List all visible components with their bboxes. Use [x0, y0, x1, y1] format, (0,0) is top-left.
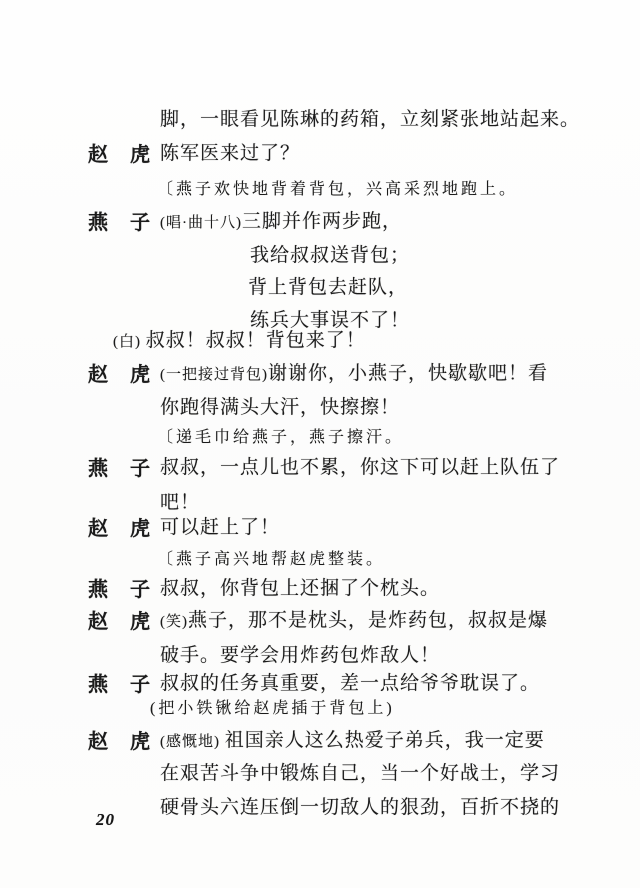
- line-text: [160, 512, 280, 539]
- speaker-name: 燕 子: [88, 458, 151, 480]
- dialogue-text: 脚，一眼看见陈琳的药箱，立刻紧张地站起来。: [160, 109, 581, 130]
- script-line: [0, 695, 640, 721]
- script-line: [0, 272, 640, 298]
- parenthetical-text: (笑): [160, 614, 188, 630]
- line-text: [160, 758, 560, 785]
- stage-direction-text: 〔燕子高兴地帮赵虎整装。: [157, 551, 386, 568]
- dialogue-text: 燕子，那不是枕头，是炸药包，叔叔是爆: [188, 610, 549, 631]
- script-line: [0, 668, 640, 694]
- script-line: [0, 546, 640, 572]
- speaker-name: 赵 虎: [88, 731, 151, 753]
- line-text: [248, 272, 408, 299]
- dialogue-text: 叔叔，一点儿也不累，你这下可以赶上队伍了: [160, 457, 561, 478]
- line-text: [160, 358, 548, 385]
- dialogue-text: 可以赶上了！: [160, 517, 281, 538]
- script-line: [0, 573, 640, 599]
- stage-direction-text: 〔递毛巾给燕子，燕子擦汗。: [157, 429, 405, 446]
- script-line: [0, 512, 640, 538]
- dialogue-text: 祖国亲人这么热爱子弟兵，我一定要: [224, 730, 545, 751]
- dialogue-text: 练兵大事误不了！: [250, 310, 411, 331]
- dialogue-text: 叔叔，你背包上还捆了个枕头。: [160, 578, 441, 599]
- line-text: [160, 487, 200, 514]
- line-text: [160, 392, 400, 419]
- script-line: [0, 325, 640, 351]
- script-line: [0, 452, 640, 478]
- line-text: [157, 176, 518, 199]
- stage-direction-text: 〔燕子欢快地背着背包，兴高采烈地跑上。: [157, 181, 519, 198]
- speaker-name: 燕 子: [88, 674, 151, 696]
- script-line: [0, 392, 640, 418]
- dialogue-text: 我给叔叔送背包；: [250, 245, 411, 266]
- script-line: [0, 176, 640, 202]
- speaker-name: 燕 子: [88, 212, 151, 234]
- line-text: [160, 104, 580, 131]
- line-text: [160, 138, 300, 165]
- line-text: [157, 424, 404, 447]
- script-line: [0, 240, 640, 266]
- line-text: [250, 240, 410, 267]
- line-text: [160, 640, 440, 667]
- script-line: [0, 104, 640, 130]
- dialogue-text: 破手。要学会用炸药包炸敌人！: [160, 645, 441, 666]
- dialogue-text: 陈军医来过了？: [160, 143, 301, 164]
- speaker-name: 赵 虎: [88, 611, 151, 633]
- script-line: [0, 206, 640, 232]
- line-text: [160, 206, 402, 233]
- script-line: [0, 640, 640, 666]
- line-text: [160, 573, 440, 600]
- dialogue-text: 叔叔！叔叔！背包来了！: [145, 330, 366, 351]
- line-text: [160, 792, 560, 819]
- speaker-name: 赵 虎: [88, 144, 151, 166]
- script-line: [0, 487, 640, 513]
- script-line: [0, 358, 640, 384]
- dialogue-text: 背上背包去赶队，: [248, 277, 409, 298]
- parenthetical-text: (感慨地): [160, 734, 225, 750]
- line-text: [150, 695, 395, 718]
- dialogue-text: 叔叔的任务真重要，差一点给爷爷耽误了。: [160, 673, 541, 694]
- parenthetical-text: (唱·曲十八): [160, 215, 242, 231]
- speaker-name: 燕 子: [88, 579, 151, 601]
- speaker-name: 赵 虎: [88, 364, 151, 386]
- speaker-name: 赵 虎: [88, 518, 151, 540]
- stage-direction-text: (把小铁锹给赵虎插于背包上): [150, 700, 395, 717]
- script-line: [0, 605, 640, 631]
- line-text: [160, 668, 540, 695]
- dialogue-text: 三脚并作两步跑，: [242, 211, 403, 232]
- parenthetical-text: (白): [113, 334, 146, 350]
- page-number: 20: [96, 810, 115, 829]
- dialogue-text: 在艰苦斗争中锻炼自己，当一个好战士，学习: [160, 763, 561, 784]
- dialogue-text: 硬骨头六连压倒一切敌人的狠劲，百折不挠的: [160, 797, 561, 818]
- line-text: [160, 725, 545, 752]
- script-line: [0, 725, 640, 751]
- line-text: [160, 605, 548, 632]
- dialogue-text: 谢谢你，小燕子，快歇歇吧！看: [268, 363, 549, 384]
- parenthetical-text: (一把接过背包): [160, 367, 268, 383]
- script-line: [0, 138, 640, 164]
- dialogue-text: 吧！: [160, 492, 201, 513]
- line-text: [113, 325, 366, 352]
- dialogue-text: 你跑得满头大汗，快擦擦！: [160, 397, 401, 418]
- script-line: [0, 424, 640, 450]
- line-text: [160, 452, 560, 479]
- line-text: [157, 546, 385, 569]
- script-line: [0, 758, 640, 784]
